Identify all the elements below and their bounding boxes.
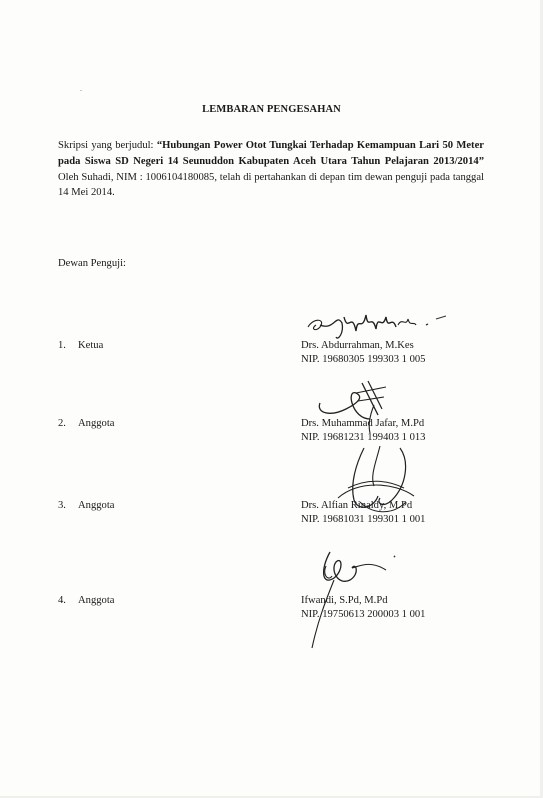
examiner-name: Drs. Abdurrahman, M.Kes	[301, 340, 414, 351]
approval-paragraph	[58, 138, 484, 201]
signature-2	[312, 375, 392, 440]
examiner-role: Ketua	[78, 340, 104, 351]
examiner-name: Drs. Muhammad Jafar, M.Pd	[301, 418, 425, 429]
page-title: LEMBARAN PENGESAHAN	[202, 104, 341, 115]
examiner-name: Drs. Alfian Rinaldy, M.Pd	[301, 500, 413, 511]
signature-1	[300, 305, 450, 350]
signature-3	[318, 440, 428, 525]
intro-prefix: Skripsi yang berjudul:	[58, 140, 157, 151]
examiner-number: 3.	[58, 500, 66, 511]
committee-heading: Dewan Penguji:	[58, 258, 126, 269]
intro-suffix: Oleh Suhadi, NIM : 1006104180085, telah di pertahankan di depan tim dewan penguji pada tanggal 14 Mei 2014.	[58, 171, 484, 199]
examiner-number: 1.	[58, 340, 66, 351]
examiner-role: Anggota	[78, 595, 115, 606]
examiner-nip: NIP. 19680305 199303 1 005	[301, 354, 426, 365]
thesis-title: “Hubungan Power Otot Tungkai Terhadap Kemampuan Lari 50 Meter pada Siswa SD Negeri 14 Seunuddon Kabupaten Aceh Utara Tahun Pelajaran 2013/2014”	[58, 140, 484, 167]
examiner-number: 2.	[58, 418, 66, 429]
scan-speck	[80, 90, 82, 91]
examiner-nip: NIP. 19681231 199403 1 013	[301, 432, 426, 443]
examiner-role: Anggota	[78, 500, 115, 511]
examiner-nip: NIP. 19750613 200003 1 001	[301, 609, 426, 620]
examiner-number: 4.	[58, 595, 66, 606]
signature-4	[300, 540, 400, 655]
examiner-role: Anggota	[78, 418, 115, 429]
examiner-name: Ifwandi, S.Pd, M.Pd	[301, 595, 388, 606]
examiner-nip: NIP. 19681031 199301 1 001	[301, 514, 426, 525]
